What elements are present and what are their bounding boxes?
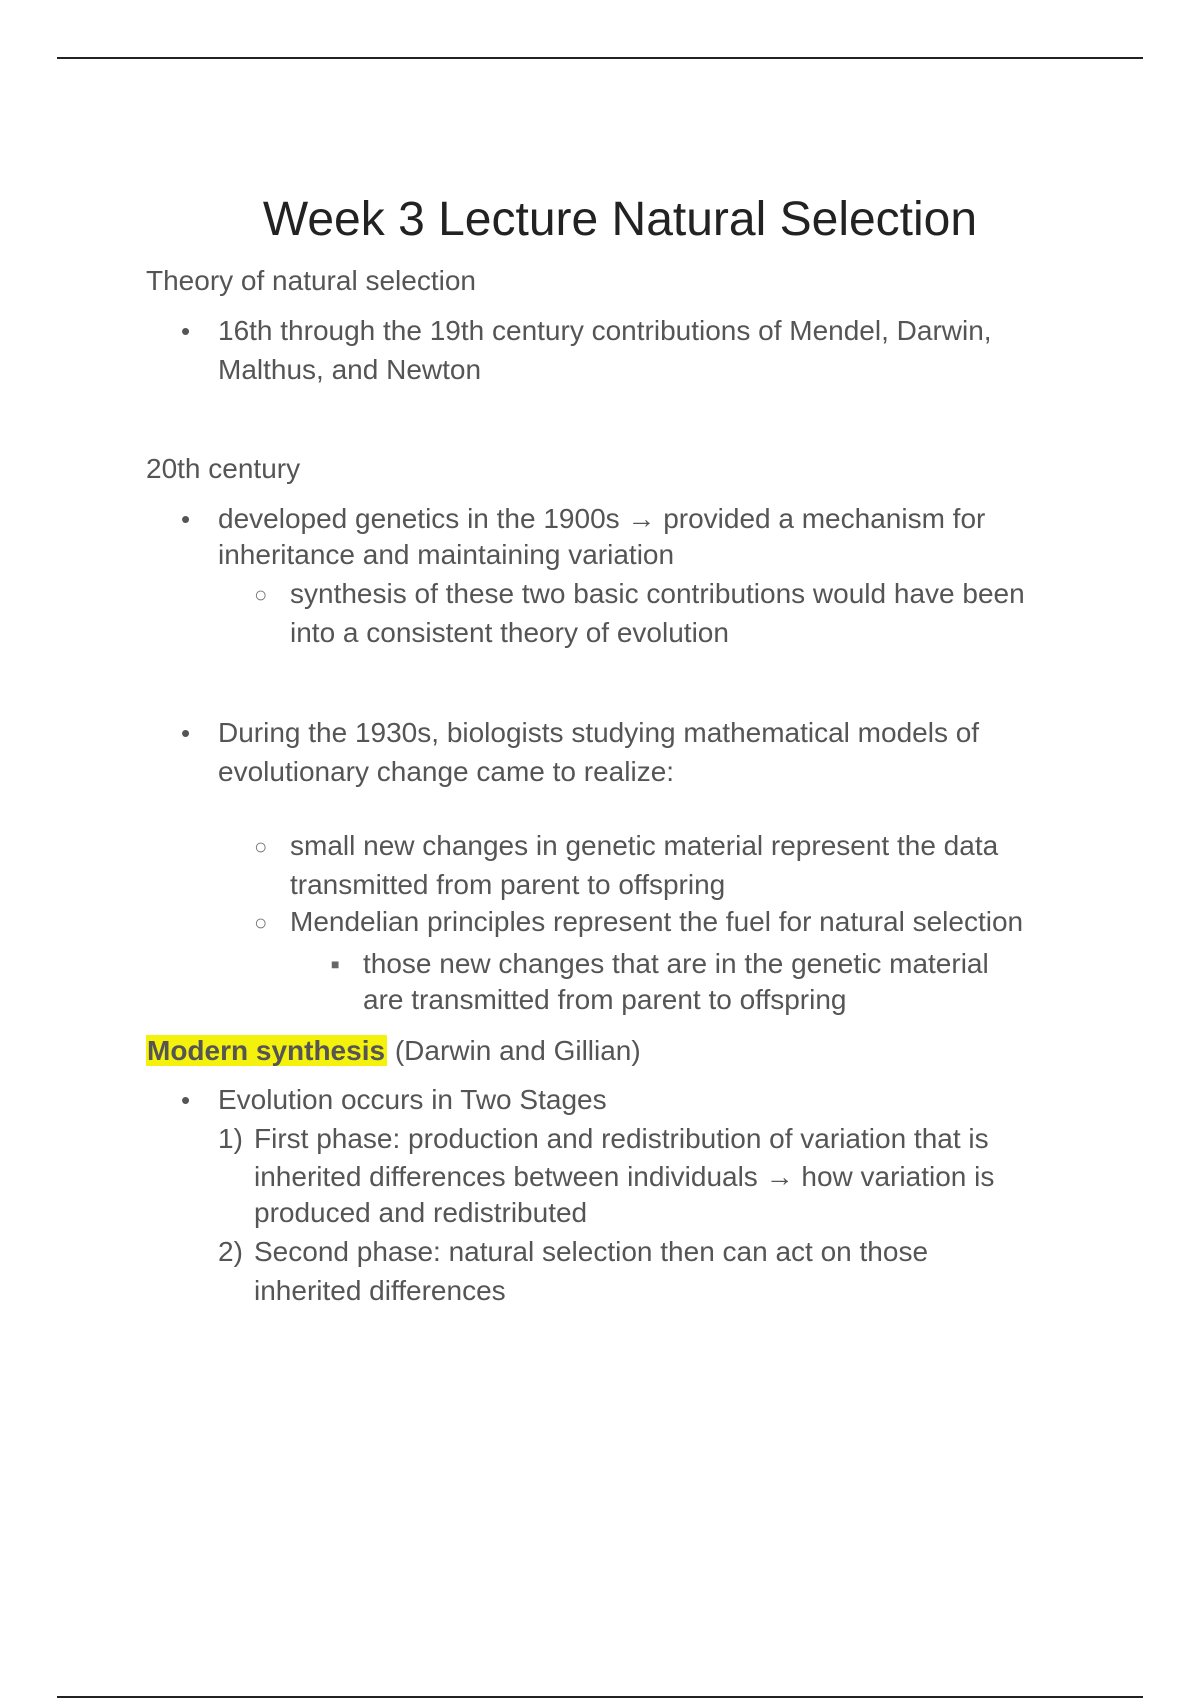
bottom-rule — [57, 1696, 1143, 1698]
heading-suffix: (Darwin and Gillian) — [387, 1035, 641, 1066]
list-item-line: developed genetics in the 1900s → provided a mechanism for — [218, 503, 986, 534]
list-item-line: During the 1930s, biologists studying mathematical models of — [218, 717, 980, 748]
bullet-circle: ○ — [254, 834, 268, 859]
highlighted-term: Modern synthesis — [147, 1035, 386, 1066]
list-item-line: inherited differences — [254, 1275, 506, 1306]
numbered-marker: 1) — [218, 1123, 243, 1154]
list-item-line: transmitted from parent to offspring — [290, 869, 726, 900]
bullet-disc: • — [181, 316, 191, 346]
section-heading-modern-synthesis — [146, 1032, 641, 1070]
list-item-line: Evolution occurs in Two Stages — [218, 1084, 607, 1115]
section-heading-20th-century: 20th century — [146, 453, 301, 484]
list-item-line: evolutionary change came to realize: — [218, 756, 675, 787]
list-item-line: Second phase: natural selection then can act on those — [254, 1236, 929, 1267]
bullet-circle: ○ — [254, 582, 268, 607]
list-item-line: First phase: production and redistribution of variation that is — [254, 1123, 989, 1154]
top-rule — [57, 57, 1143, 59]
list-item-line: inherited differences between individuals → how variation is — [254, 1161, 995, 1192]
list-item-line: those new changes that are in the genetic material — [363, 948, 989, 979]
list-item-line: Malthus, and Newton — [218, 354, 482, 385]
bullet-disc: • — [181, 1085, 191, 1115]
bullet-square: ■ — [331, 956, 340, 972]
section-heading-theory: Theory of natural selection — [146, 265, 476, 296]
list-item-line: are transmitted from parent to offspring — [363, 984, 847, 1015]
list-item-line: 16th through the 19th century contributions of Mendel, Darwin, — [218, 315, 992, 346]
list-item-line: inheritance and maintaining variation — [218, 539, 675, 570]
page-title: Week 3 Lecture Natural Selection — [262, 193, 978, 246]
bullet-circle: ○ — [254, 910, 268, 935]
bullet-disc: • — [181, 718, 191, 748]
numbered-marker: 2) — [218, 1236, 243, 1267]
bullet-disc: • — [181, 504, 191, 534]
list-item-line: small new changes in genetic material represent the data — [290, 830, 999, 861]
list-item-line: Mendelian principles represent the fuel for natural selection — [290, 906, 1024, 937]
list-item-line: into a consistent theory of evolution — [290, 617, 729, 648]
list-item-line: produced and redistributed — [254, 1197, 588, 1228]
list-item-line: synthesis of these two basic contributions would have been — [290, 578, 1025, 609]
